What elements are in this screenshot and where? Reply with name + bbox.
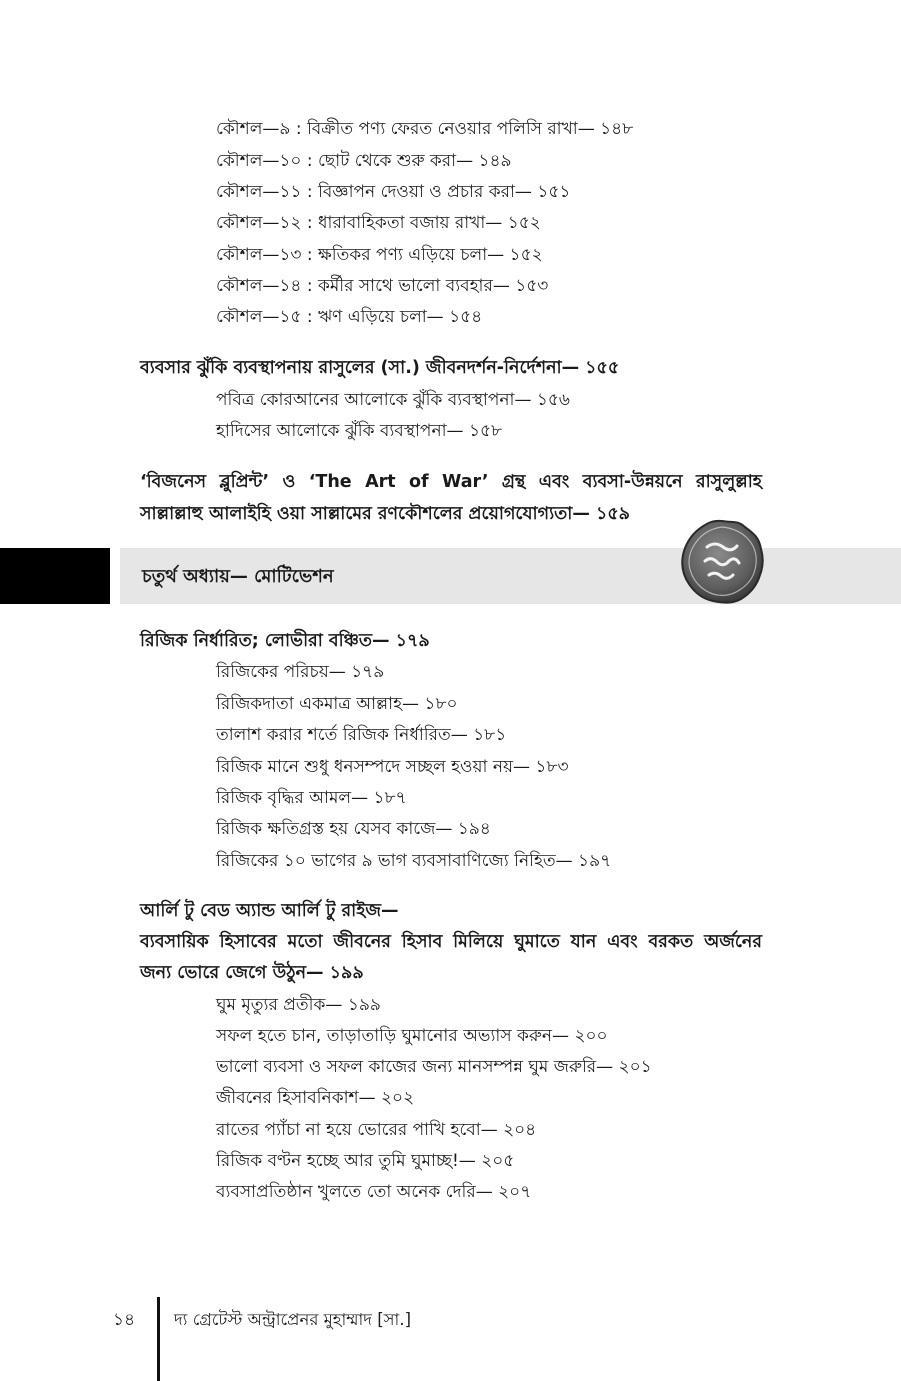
toc-heading: সাল্লাল্লাহু আলাইহি ওয়া সাল্লামের রণকৌশলের প্রয়োগযোগ্যতা— ১৫৯ [140,504,631,524]
toc-entry: ভালো ব্যবসা ও সফল কাজের জন্য মানসম্পন্ন ঘুম জরুরি— ২০১ [216,1057,652,1077]
toc-entry: কৌশল—১৫ : ঋণ এড়িয়ে চলা— ১৫৪ [216,307,483,327]
toc-heading: আর্লি টু বেড অ্যান্ড আর্লি টু রাইজ— [140,901,399,921]
toc-entry: রাতের প্যাঁচা না হয়ে ভোরের পাখি হবো— ২০৪ [216,1120,537,1140]
toc-entry: ঘুম মৃত্যুর প্রতীক— ১৯৯ [216,995,381,1015]
toc-entry: সফল হতে চান, তাড়াতাড়ি ঘুমানোর অভ্যাস করুন— ২০০ [216,1026,608,1046]
toc-heading: রিজিক নির্ধারিত; লোভীরা বঞ্চিত— ১৭৯ [140,631,430,651]
toc-entry: রিজিক মানে শুধু ধনসম্পদে সচ্ছল হওয়া নয়— ১৮৩ [216,757,569,777]
toc-entry: রিজিকের পরিচয়— ১৭৯ [216,662,385,682]
toc-entry: কৌশল—১০ : ছোট থেকে শুরু করা— ১৪৯ [216,151,512,171]
toc-heading: জন্য ভোরে জেগে উঠুন— ১৯৯ [140,963,364,983]
toc-entry: কৌশল—৯ : বিক্রীত পণ্য ফেরত নেওয়ার পলিসি রাখা— ১৪৮ [216,119,634,139]
toc-heading: ব্যবসার ঝুঁকি ব্যবস্থাপনায় রাসুলের (সা.) জীবনদর্শন-নির্দেশনা— ১৫৫ [140,358,620,378]
toc-entry: কৌশল—১৩ : ক্ষতিকর পণ্য এড়িয়ে চলা— ১৫২ [216,245,543,265]
footer-divider [157,1297,160,1381]
prophet-seal-icon [677,517,767,607]
toc-entry: রিজিক বণ্টন হচ্ছে আর তুমি ঘুমাচ্ছ!— ২০৫ [216,1151,515,1171]
toc-entry: কৌশল—১২ : ধারাবাহিকতা বজায় রাখা— ১৫২ [216,213,541,233]
chapter-title: চতুর্থ অধ্যায়— মোটিভেশন [142,566,334,587]
toc-heading: ব্যবসায়িক হিসাবের মতো জীবনের হিসাব মিলিয়ে ঘুমাতে যান এবং বরকত অর্জনের [140,932,762,952]
toc-entry: রিজিকের ১০ ভাগের ৯ ভাগ ব্যবসাবাণিজ্যে নিহিত— ১৯৭ [216,851,612,871]
chapter-tab-marker [0,548,110,604]
toc-entry: রিজিক ক্ষতিগ্রস্ত হয় যেসব কাজে— ১৯৪ [216,819,491,839]
toc-entry: রিজিক বৃদ্ধির আমল— ১৮৭ [216,788,407,808]
toc-entry: জীবনের হিসাবনিকাশ— ২০২ [216,1088,415,1108]
toc-entry: কৌশল—১৪ : কর্মীর সাথে ভালো ব্যবহার— ১৫৩ [216,276,549,296]
toc-entry: কৌশল—১১ : বিজ্ঞাপন দেওয়া ও প্রচার করা— ১৫১ [216,182,571,202]
toc-heading: ‘বিজনেস ব্লুপ্রিন্ট’ ও ‘The Art of War’ গ্রন্থ এবং ব্যবসা-উন্নয়নে রাসুলুল্লাহ [140,472,762,492]
toc-entry: ব্যবসাপ্রতিষ্ঠান খুলতে তো অনেক দেরি— ২০৭ [216,1182,532,1202]
toc-entry: পবিত্র কোরআনের আলোকে ঝুঁকি ব্যবস্থাপনা— ১৫৬ [216,390,570,410]
toc-entry: রিজিকদাতা একমাত্র আল্লাহ— ১৮০ [216,694,458,714]
toc-entry: হাদিসের আলোকে ঝুঁকি ব্যবস্থাপনা— ১৫৮ [216,421,503,441]
page-number: ১৪ [113,1310,136,1330]
toc-entry: তালাশ করার শর্তে রিজিক নির্ধারিত— ১৮১ [216,725,507,745]
running-title: দ্য গ্রেটেস্ট অন্ট্রাপ্রেনর মুহাম্মাদ [সা.] [174,1310,412,1329]
